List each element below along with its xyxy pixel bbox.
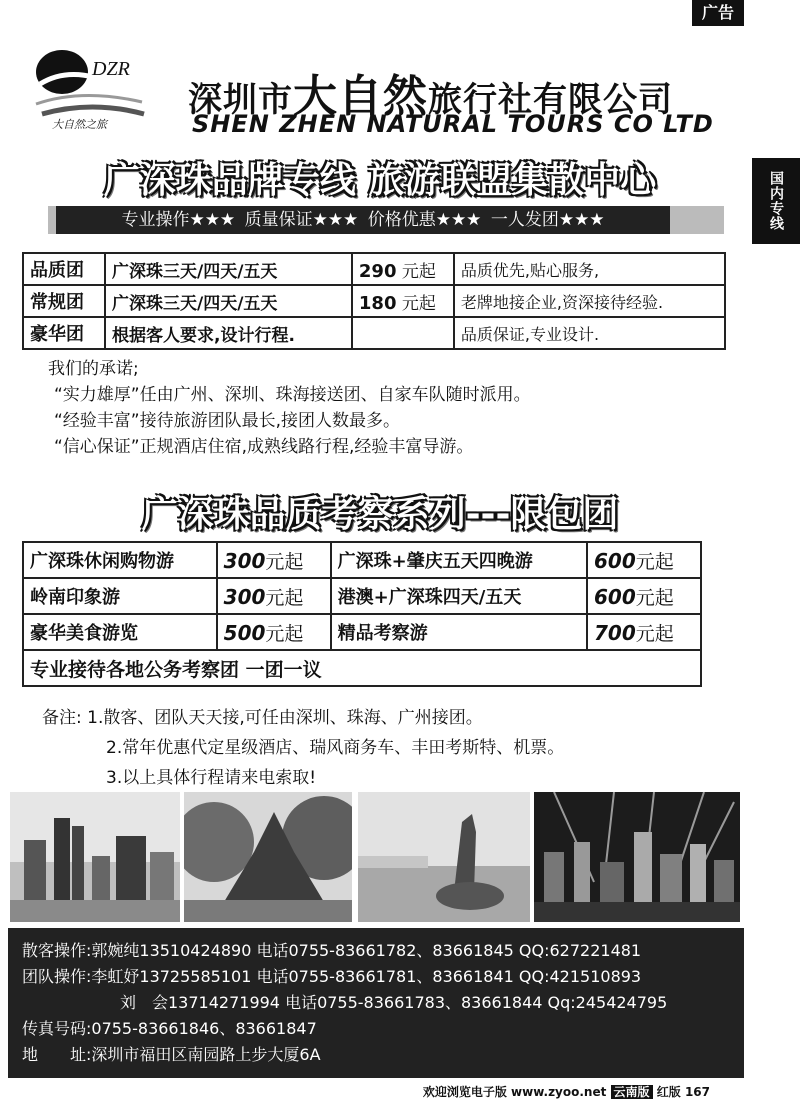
price-number: 500 — [223, 620, 266, 645]
promise-line: “经验丰富”接待旅游团队最长,接团人数最多。 — [54, 411, 401, 431]
company-name-en: SHEN ZHEN NATURAL TOURS CO LTD — [192, 110, 714, 138]
price-unit: 元起 — [635, 550, 674, 573]
inspection-table — [22, 541, 702, 687]
price-unit: 元起 — [396, 261, 436, 282]
ad-tag: 广告 — [692, 0, 744, 26]
tour-name: 品质团 — [23, 253, 105, 285]
table-row — [23, 253, 725, 285]
tour-price — [587, 614, 701, 650]
tour-name: 豪华美食游览 — [23, 614, 217, 650]
notes-line-3: 3.以上具体行程请来电索取! — [106, 768, 317, 788]
domestic-line-tab: 国内专线 — [752, 158, 800, 244]
tour-name: 常规团 — [23, 285, 105, 317]
notes-section — [42, 703, 564, 793]
headline-inspection-series: 广深珠品质考察系列---限包团 — [141, 494, 619, 535]
tour-price — [587, 542, 701, 578]
tour-name: 豪华团 — [23, 317, 105, 349]
tour-price — [217, 542, 331, 578]
inspection-footer: 专业接待各地公务考察团 一团一议 — [23, 650, 701, 686]
tour-name: 精品考察游 — [331, 614, 587, 650]
price-number: 300 — [223, 584, 266, 609]
table-row — [23, 578, 701, 614]
tour-price — [217, 614, 331, 650]
promise-title: 我们的承诺; — [48, 359, 139, 379]
tour-name: 岭南印象游 — [23, 578, 217, 614]
contact-group: 团队操作:李虹妤13725585101 电话0755-83661781、83661841 QQ:421510893 — [22, 967, 642, 986]
price-unit: 元起 — [265, 550, 304, 573]
notes-text: 1.散客、团队天天接,可任由深圳、珠海、广州接团。 — [87, 708, 483, 728]
price-unit: 元起 — [265, 622, 304, 645]
contact-individual: 散客操作:郭婉纯13510424890 电话0755-83661782、83661845 QQ:627221481 — [22, 941, 642, 960]
photo-night-skyline — [534, 792, 740, 922]
tour-desc: 品质优先,贴心服务, — [454, 253, 725, 285]
price-unit: 元起 — [265, 586, 304, 609]
contact-panel — [8, 928, 744, 1078]
company-name-suffix: 旅行社有限公司 — [428, 80, 673, 120]
notes-line-1 — [42, 703, 564, 733]
table-row — [23, 650, 701, 686]
footer-version: 红版 — [656, 1085, 681, 1099]
price-number: 300 — [223, 548, 266, 573]
notes-line-2: 2.常年优惠代定星级酒店、瑞风商务车、丰田考斯特、机票。 — [106, 738, 565, 758]
footer-edition: 云南版 — [611, 1085, 653, 1099]
promise-line: “实力雄厚”任由广州、深圳、珠海接送团、自家车队随时派用。 — [54, 385, 531, 405]
photo-five-goats-statue — [184, 792, 352, 922]
tour-price — [352, 317, 454, 349]
price-unit: 元起 — [396, 293, 436, 314]
tour-route: 根据客人要求,设计行程. — [105, 317, 352, 349]
promise-section — [48, 356, 531, 460]
price-number: 600 — [594, 584, 636, 609]
tour-route: 广深珠三天/四天/五天 — [105, 285, 352, 317]
tour-price — [217, 578, 331, 614]
contact-group-2: 刘 会13714271994 电话0755-83661783、83661844 Qq:245424795 — [120, 993, 668, 1012]
contact-address: 地 址:深圳市福田区南园路上步大厦6A — [22, 1045, 321, 1064]
tour-desc: 品质保证,专业设计. — [454, 317, 725, 349]
tour-price-table — [22, 252, 726, 350]
notes-label: 备注: — [42, 708, 82, 728]
photo-city-skyline — [10, 792, 180, 922]
photo-zhuhai-fisher-girl — [358, 792, 530, 922]
price-number: 700 — [594, 620, 636, 645]
tour-desc: 老牌地接企业,资深接待经验. — [454, 285, 725, 317]
page-number: 167 — [684, 1085, 710, 1099]
contact-fax: 传真号码:0755-83661846、83661847 — [22, 1019, 317, 1038]
price-unit: 元起 — [635, 586, 674, 609]
footer-site: 欢迎浏览电子版 www.zyoo.net — [422, 1085, 607, 1099]
company-name-prefix: 深圳市 — [188, 80, 293, 120]
price-unit: 元起 — [635, 622, 674, 645]
tour-price — [352, 253, 454, 285]
table-row — [23, 614, 701, 650]
page-footer — [423, 1083, 710, 1100]
tour-name: 广深珠休闲购物游 — [23, 542, 217, 578]
tour-price — [587, 578, 701, 614]
tour-name: 广深珠+肇庆五天四晚游 — [331, 542, 587, 578]
table-row — [23, 317, 725, 349]
table-row — [23, 542, 701, 578]
feature-banner: 专业操作★★★ 质量保证★★★ 价格优惠★★★ 一人发团★★★ — [56, 206, 670, 234]
logo-slogan: 大自然之旅 — [52, 118, 107, 131]
promise-line: “信心保证”正规酒店住宿,成熟线路行程,经验丰富导游。 — [54, 437, 474, 457]
company-logo — [32, 44, 152, 136]
tour-price — [352, 285, 454, 317]
company-name-big: 大自然 — [293, 71, 428, 122]
price-number: 180 — [358, 292, 397, 314]
price-number: 290 — [358, 260, 397, 282]
headline-brand-line: 广深珠品牌专线 旅游联盟集散中心 — [103, 160, 657, 201]
tour-name: 港澳+广深珠四天/五天 — [331, 578, 587, 614]
price-number: 600 — [594, 548, 636, 573]
table-row — [23, 285, 725, 317]
logo-text: DZR — [92, 58, 130, 80]
tour-route: 广深珠三天/四天/五天 — [105, 253, 352, 285]
